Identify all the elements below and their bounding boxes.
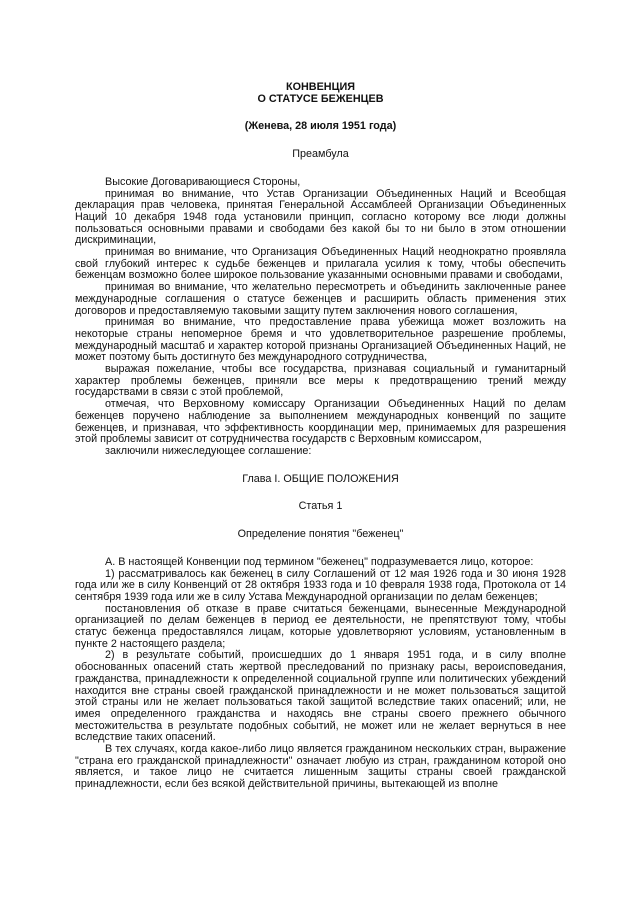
preamble-paragraph-2: принимая во внимание, что Устав Организации Объединенных Наций и Всеобщая декларация прав человека, принятая Генеральной Ассамблеей Организации Объединенных Наций 10 декабря 1948 года установили принцип, согласно которому все люди должны пользоваться основными правами и свободами без какой бы то ни было в этом отношении дискриминации, bbox=[75, 187, 566, 247]
preamble-paragraph-4: принимая во внимание, что желательно пересмотреть и объединить заключенные ранее международные соглашения о статусе беженцев и расширить область применения этих договоров и предоставляемую таковыми защиту путем заключения нового соглашения, bbox=[75, 281, 566, 317]
preamble-paragraph-5: принимая во внимание, что предоставление права убежища может возложить на некоторые страны непомерное бремя и что удовлетворительное разрешение проблемы, международный масштаб и характер которой признаны Организацией Объединенных Наций, не может поэтому быть достигнуто без международного сотрудничества, bbox=[75, 316, 566, 364]
body-paragraph-3: постановления об отказе в праве считаться беженцами, вынесенные Международной организацией по делам беженцев в период ее деятельности, не препятствуют тому, чтобы статус беженца предоставлялся лицам, которые удовлетворяют условиям, установленным в пункте 2 настоящего раздела; bbox=[75, 602, 566, 650]
preamble-paragraph-6: выражая пожелание, чтобы все государства, признавая социальный и гуманитарный характер проблемы беженцев, приняли все меры к предотвращению трений между государствами в связи с этой проблемой, bbox=[75, 363, 566, 399]
spacer bbox=[75, 513, 566, 529]
body-paragraph-5: В тех случаях, когда какое-либо лицо является гражданином нескольких стран, выражение "страна его гражданской принадлежности" означает любую из стран, гражданином которой оно является, и такое лицо не считается лишенным защиты страны своей гражданской принадлежности, если без всякой действительной причины, вытекающей из вполне bbox=[75, 743, 566, 791]
document-date-line: (Женева, 28 июля 1951 года) bbox=[244, 120, 397, 133]
spacer bbox=[75, 105, 566, 121]
body-paragraph-2: 1) рассматривалось как беженец в силу Соглашений от 12 мая 1926 года и 30 июня 1928 года или же в силу Конвенций от 28 октября 1933 года и 10 февраля 1938 года, Протокола от 14 сентября 1939 года или же в силу Устава Международной организации по делам беженцев; bbox=[75, 567, 566, 603]
preamble-paragraph-7: отмечая, что Верховному комиссару Организации Объединенных Наций по делам беженцев поручено наблюдение за выполнением международных конвенций по защите беженцев, и признавая, что эффективность координации мер, принимаемых для разрешения этой проблемы зависит от сотрудничества государств с Верховным комиссаром, bbox=[75, 398, 566, 446]
article-heading: Статья 1 bbox=[298, 500, 343, 513]
preamble-paragraph-3: принимая во внимание, что Организация Объединенных Наций неоднократно проявляла свой глубокий интерес к судьбе беженцев и прилагала усилия к тому, чтобы обеспечить беженцам возможно более широкое пользование указанными основными правами и свободами, bbox=[75, 246, 566, 282]
spacer bbox=[75, 541, 566, 557]
document-title-line2: О СТАТУСЕ БЕЖЕНЦЕВ bbox=[257, 92, 384, 105]
spacer bbox=[75, 458, 566, 474]
article-subheading: Определение понятия "беженец" bbox=[237, 528, 404, 541]
spacer bbox=[75, 485, 566, 501]
body-paragraph-1: А. В настоящей Конвенции под термином "беженец" подразумевается лицо, которое: bbox=[105, 555, 534, 568]
document-title-line1: КОНВЕНЦИЯ bbox=[286, 81, 355, 93]
preamble-heading: Преамбула bbox=[292, 148, 349, 161]
spacer bbox=[75, 161, 566, 177]
body-paragraph-4: 2) в результате событий, происшедших до 1 января 1951 года, и в силу вполне обоснованных опасений стать жертвой преследований по признаку расы, вероисповедания, гражданства, принадлежности к определенной социальной группе или политических убеждений находится вне страны своей гражданской принадлежности и не может пользоваться защитой этой страны или не желает пользоваться такой защитой вследствие таких опасений; или, не имея определенного гражданства и находясь вне страны своего прежнего обычного местожительства в результате подобных событий, не может или не желает вернуться в нее вследствие таких опасений. bbox=[75, 649, 566, 744]
preamble-paragraph-8: заключили нижеследующее соглашение: bbox=[105, 444, 312, 457]
spacer bbox=[75, 133, 566, 149]
preamble-paragraph-1: Высокие Договаривающиеся Стороны, bbox=[105, 175, 301, 188]
chapter-heading: Глава I. ОБЩИЕ ПОЛОЖЕНИЯ bbox=[242, 472, 399, 485]
